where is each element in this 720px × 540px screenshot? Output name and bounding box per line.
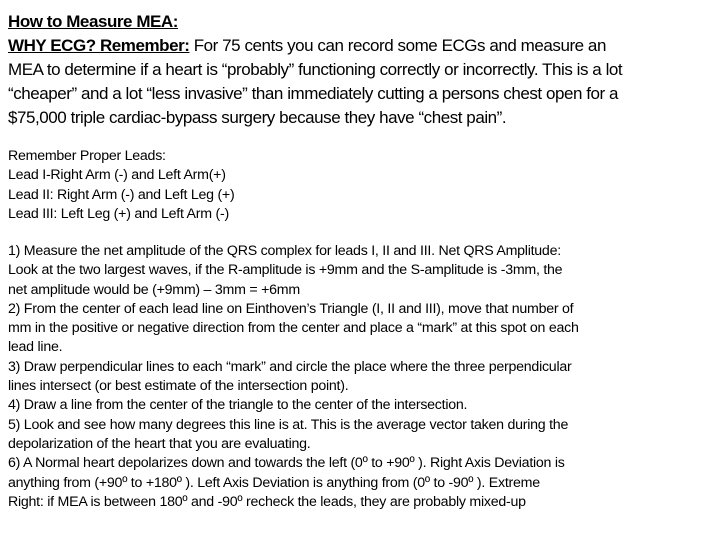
lead-line: Lead I-Right Arm (-) and Left Arm(+) xyxy=(8,167,226,184)
why-ecg-heading: WHY ECG? Remember: xyxy=(8,36,190,55)
step-line: mm in the positive or negative direction from the center and place a “mark” at this spot on each xyxy=(8,320,579,337)
intro-text: For 75 cents you can record some ECGs and measure an xyxy=(189,36,606,55)
step-line: depolarization of the heart that you are evaluating. xyxy=(8,435,311,452)
step-line: 3) Draw perpendicular lines to each “mark” and circle the place where the three perpendicular xyxy=(8,358,572,375)
step-line: 6) A Normal heart depolarizes down and towards the left (0º to +90º ). Right Axis Deviation is xyxy=(8,455,565,472)
lead-line: Lead II: Right Arm (-) and Left Leg (+) xyxy=(8,186,235,203)
step-line: 1) Measure the net amplitude of the QRS complex for leads I, II and III. Net QRS Amplitude: xyxy=(8,243,561,259)
intro-line: MEA to determine if a heart is “probably” functioning correctly or incorrectly. This is a lot xyxy=(8,60,623,79)
step-line: net amplitude would be (+9mm) – 3mm = +6mm xyxy=(8,281,300,298)
intro-line xyxy=(8,34,622,58)
step-line: lead line. xyxy=(8,339,63,356)
step-line: 2) From the center of each lead line on Einthoven’s Triangle (I, II and III), move that number of xyxy=(8,300,574,317)
step-line: Look at the two largest waves, if the R-amplitude is +9mm and the S-amplitude is -3mm, the xyxy=(8,262,563,279)
step-line: 5) Look and see how many degrees this line is at. This is the average vector taken during the xyxy=(8,416,569,433)
intro-section xyxy=(8,10,622,130)
step-line: anything from (+90º to +180º ). Left Axis Deviation is anything from (0º to -90º ). Extreme xyxy=(8,474,540,491)
step-line: lines intersect (or best estimate of the intersection point). xyxy=(8,378,349,395)
steps-section xyxy=(8,242,579,512)
page-title: How to Measure MEA: xyxy=(8,12,178,31)
intro-line: $75,000 triple cardiac-bypass surgery because they have “chest pain”. xyxy=(8,108,507,127)
step-line: Right: if MEA is between 180º and -90º recheck the leads, they are probably mixed-up xyxy=(8,493,526,510)
leads-section xyxy=(8,147,234,224)
leads-heading: Remember Proper Leads: xyxy=(8,148,166,164)
intro-line: “cheaper” and a lot “less invasive” than immediately cutting a persons chest open for a xyxy=(8,84,619,103)
step-line: 4) Draw a line from the center of the triangle to the center of the intersection. xyxy=(8,397,468,414)
lead-line: Lead III: Left Leg (+) and Left Arm (-) xyxy=(8,205,229,222)
